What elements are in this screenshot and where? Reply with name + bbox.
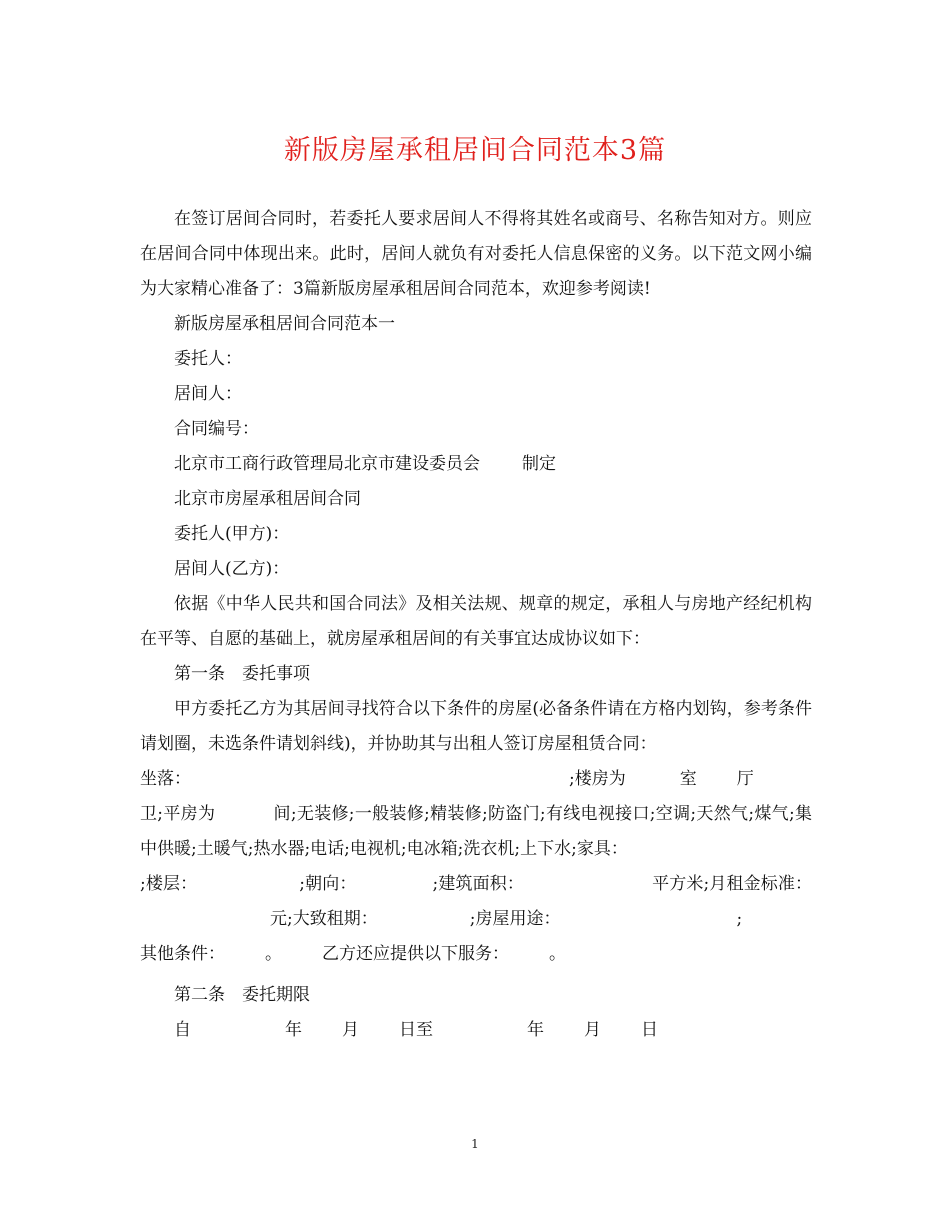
article1-line1: 坐落： ;楼房为 室 厅 xyxy=(140,769,754,789)
issuer-suffix: 制定 xyxy=(522,454,556,474)
party-a-field: 委托人(甲方)： xyxy=(174,524,290,544)
intro-paragraph: 在签订居间合同时，若委托人要求居间人不得将其姓名或商号、名称告知对方。则应在居间合同中体现出来。此时，居间人就负有对委托人信息保密的义务。以下范文网小编为大家精心准备了：3篇新版房屋承租居间合同范本，欢迎参考阅读! xyxy=(140,209,812,299)
article1-heading: 第一条 委托事项 xyxy=(174,664,310,684)
section-heading: 新版房屋承租居间合同范本一 xyxy=(174,314,395,334)
document-body xyxy=(140,202,812,1048)
intermediary-field: 居间人： xyxy=(174,384,242,404)
page-number: 1 xyxy=(471,1137,479,1151)
article1-text: 甲方委托乙方为其居间寻找符合以下条件的房屋(必备条件请在方格内划钩，参考条件请划圈，未选条件请划斜线)，并协助其与出租人签订房屋租赁合同： xyxy=(140,699,812,754)
entrustor-field: 委托人： xyxy=(174,349,242,369)
article1-line3: ;楼层： ;朝向： ;建筑面积： 平方米;月租金标准：元;大致租期： ;房屋用途： ; xyxy=(140,874,813,929)
contract-number-field: 合同编号： xyxy=(174,419,259,439)
party-b-field: 居间人(乙方)： xyxy=(174,559,290,579)
article2-period: 自 年 月 日至 年 月 日 xyxy=(174,1020,658,1040)
article2-heading: 第二条 委托期限 xyxy=(174,985,310,1005)
issuer-line xyxy=(140,447,812,482)
contract-name: 北京市房屋承租居间合同 xyxy=(174,489,361,509)
article1-line4: 其他条件： 。 乙方还应提供以下服务： 。 xyxy=(140,944,566,964)
document-title: 新版房屋承租居间合同范本3篇 xyxy=(283,135,667,166)
article1-line2: 卫;平房为 间;无装修;一般装修;精装修;防盗门;有线电视接口;空调;天然气;煤气;集中供暖;土暖气;热水器;电话;电视机;电冰箱;洗衣机;上下水;家具： xyxy=(140,804,813,859)
preamble-paragraph: 依据《中华人民共和国合同法》及相关法规、规章的规定，承租人与房地产经纪机构在平等、自愿的基础上，就房屋承租居间的有关事宜达成协议如下： xyxy=(140,594,812,649)
issuer-org: 北京市工商行政管理局北京市建设委员会 xyxy=(174,454,480,474)
